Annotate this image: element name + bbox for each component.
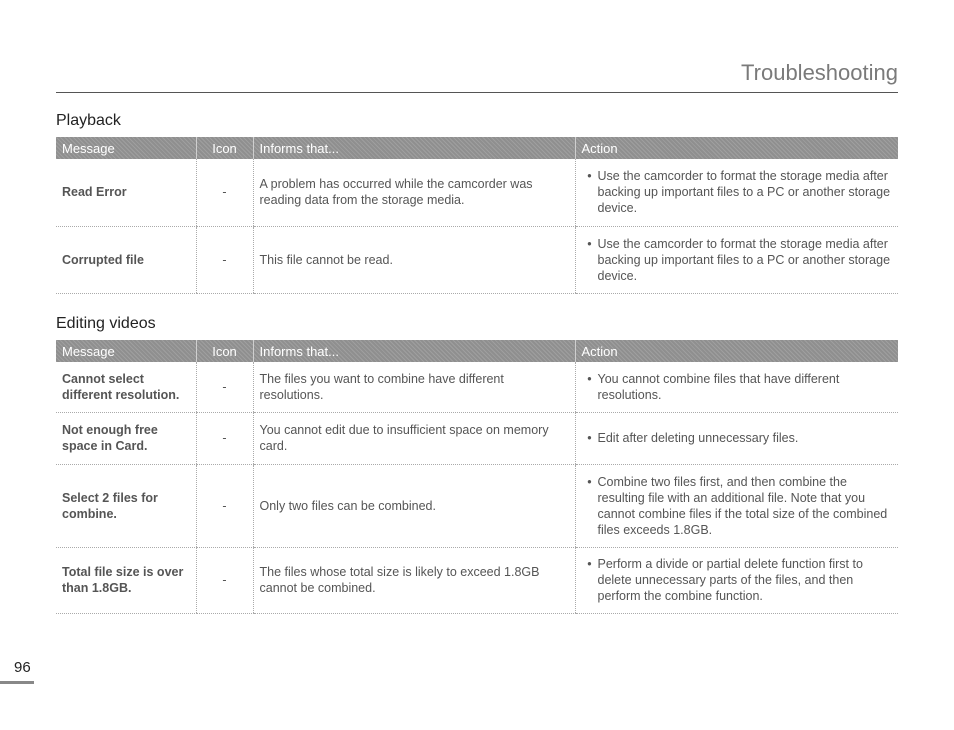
table-row xyxy=(56,412,898,464)
icon-cell: - xyxy=(196,547,253,613)
action-text: Perform a divide or partial delete function first to delete unnecessary parts of the files, and then perform the combine function. xyxy=(597,557,863,603)
section-heading-playback: Playback xyxy=(56,112,121,129)
informs-cell: A problem has occurred while the camcorder was reading data from the storage media. xyxy=(253,159,575,226)
action-text: Use the camcorder to format the storage media after backing up important files to a PC or another storage device. xyxy=(597,169,891,216)
bullet-icon: • xyxy=(587,474,592,489)
icon-cell: - xyxy=(196,464,253,547)
icon-cell: - xyxy=(196,362,253,412)
message-cell: Select 2 files for combine. xyxy=(56,464,196,547)
message-cell: Cannot select different resolution. xyxy=(56,362,196,412)
bullet-icon: • xyxy=(587,431,592,445)
bullet-icon: • xyxy=(587,169,592,184)
column-header-action: Action xyxy=(575,137,898,159)
action-cell xyxy=(575,412,898,464)
page-number: 96 xyxy=(14,659,31,676)
column-header-informs: Informs that... xyxy=(253,340,575,362)
action-text: You cannot combine files that have different resolutions. xyxy=(597,371,840,402)
message-cell: Read Error xyxy=(56,159,196,226)
column-header-icon: Icon xyxy=(196,137,253,159)
action-text: Use the camcorder to format the storage media after backing up important files to a PC or another storage device. xyxy=(597,236,891,283)
editing-videos-table xyxy=(56,340,898,614)
informs-cell: Only two files can be combined. xyxy=(253,464,575,547)
section-heading-editing-videos: Editing videos xyxy=(56,315,156,332)
action-cell xyxy=(575,362,898,412)
table-header-row xyxy=(56,137,898,159)
bullet-icon: • xyxy=(587,371,592,386)
icon-cell: - xyxy=(196,226,253,293)
table-header-row xyxy=(56,340,898,362)
message-cell: Corrupted file xyxy=(56,226,196,293)
message-cell: Not enough free space in Card. xyxy=(56,412,196,464)
column-header-message: Message xyxy=(56,137,196,159)
title-divider xyxy=(56,92,898,93)
icon-cell: - xyxy=(196,159,253,226)
page-title: Troubleshooting xyxy=(741,60,898,85)
column-header-informs: Informs that... xyxy=(253,137,575,159)
bullet-icon: • xyxy=(587,557,592,571)
action-cell xyxy=(575,159,898,226)
page-number-bar xyxy=(0,681,34,684)
action-text: Combine two files first, and then combine the resulting file with an additional file. Note that you cannot combine files if the total size of the combined files exceeds 1.8GB. xyxy=(597,474,888,537)
playback-table xyxy=(56,137,898,294)
informs-cell: You cannot edit due to insufficient space on memory card. xyxy=(253,412,575,464)
column-header-action: Action xyxy=(575,340,898,362)
informs-cell: The files whose total size is likely to exceed 1.8GB cannot be combined. xyxy=(253,547,575,613)
column-header-message: Message xyxy=(56,340,196,362)
action-cell xyxy=(575,464,898,547)
table-row xyxy=(56,547,898,613)
action-cell xyxy=(575,547,898,613)
informs-cell: The files you want to combine have different resolutions. xyxy=(253,362,575,412)
bullet-icon: • xyxy=(587,236,592,251)
informs-cell: This file cannot be read. xyxy=(253,226,575,293)
table-row xyxy=(56,464,898,547)
table-row xyxy=(56,226,898,293)
table-row xyxy=(56,362,898,412)
message-cell: Total file size is over than 1.8GB. xyxy=(56,547,196,613)
table-row xyxy=(56,159,898,226)
action-cell xyxy=(575,226,898,293)
icon-cell: - xyxy=(196,412,253,464)
action-text: Edit after deleting unnecessary files. xyxy=(597,431,799,445)
column-header-icon: Icon xyxy=(196,340,253,362)
